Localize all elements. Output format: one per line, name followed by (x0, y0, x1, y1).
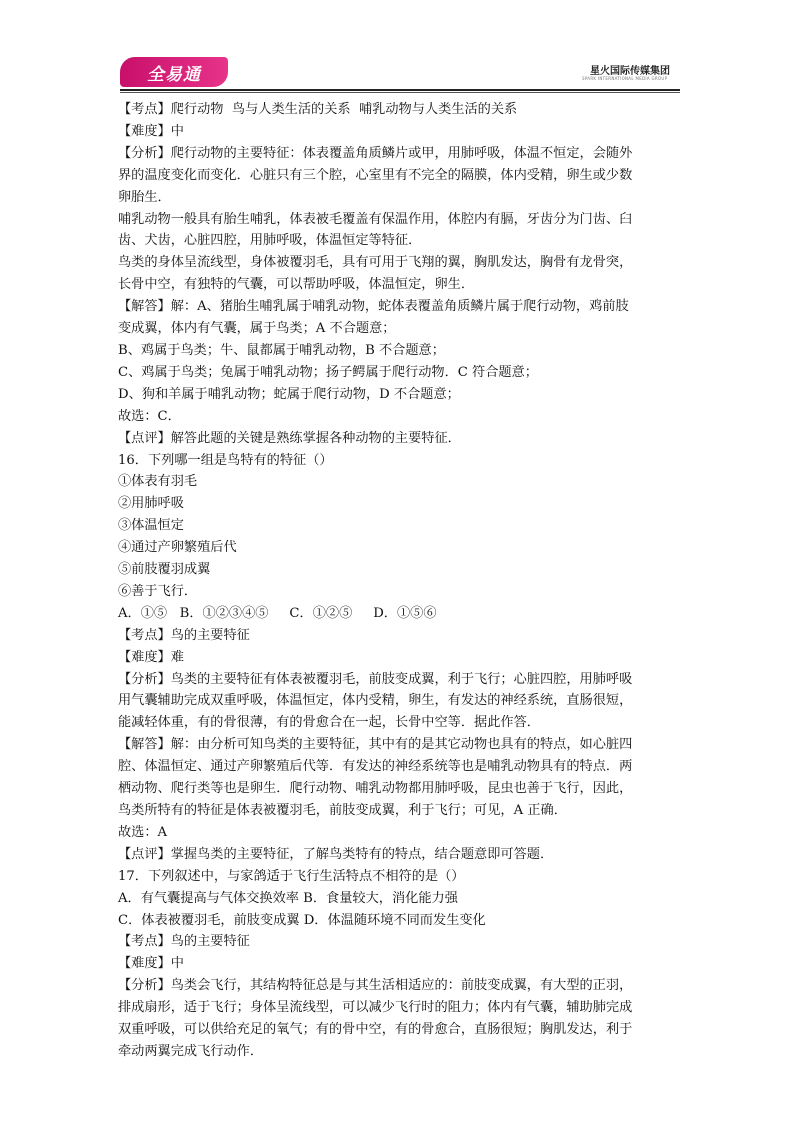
header-rule-thin (120, 92, 680, 93)
text-line: 16．下列哪一组是鸟特有的特征（） (118, 452, 333, 468)
text-line: C、鸡属于鸟类；兔属于哺乳动物；扬子鳄属于爬行动物．C 符合题意； (118, 364, 538, 380)
text-line: 【解答】解：由分析可知鸟类的主要特征，其中有的是其它动物也具有的特点，如心脏四 (118, 737, 633, 753)
text-line: 能减轻体重，有的骨很薄，有的骨愈合在一起，长骨中空等．据此作答． (118, 715, 540, 731)
header-rule (120, 89, 680, 91)
text-line: A．①⑤ B．①②③④⑤ C．①②⑤ D．①⑤⑥ (118, 605, 437, 621)
text-line: 【点评】掌握鸟类的主要特征，了解鸟类特有的特点，结合题意即可答题． (118, 846, 554, 862)
text-line: 栖动物、爬行类等也是卵生．爬行动物、哺乳动物都用肺呼吸，昆虫也善于飞行，因此， (118, 781, 633, 797)
text-line: 长骨中空，有独特的气囊，可以帮助呼吸，体温恒定，卵生． (118, 277, 475, 293)
text-line: 鸟类所特有的特征是体表被覆羽毛，前肢变成翼，利于飞行；可见，A 正确． (118, 803, 567, 818)
text-line: ③体温恒定 (118, 518, 184, 534)
text-line: 【解答】解：A、猪胎生哺乳属于哺乳动物，蛇体表覆盖角质鳞片属于爬行动物，鸡前肢 (118, 299, 629, 315)
text-line: 【考点】鸟的主要特征 (118, 934, 250, 950)
company-subtitle: SPARK INTERNATIONAL MEDIA GROUP (582, 76, 668, 81)
text-line: 【分析】鸟类会飞行，其结构特征总是与其生活相适应的：前肢变成翼，有大型的正羽， (118, 978, 633, 994)
brand-logo: 全易通 (120, 57, 228, 87)
text-line: 鸟类的身体呈流线型，身体被覆羽毛，具有可用于飞翔的翼，胸肌发达，胸骨有龙骨突， (118, 255, 633, 271)
text-line: 腔、体温恒定、通过产卵繁殖后代等．有发达的神经系统等也是哺乳动物具有的特点．两 (118, 759, 633, 775)
text-line: 【难度】中 (118, 123, 184, 139)
text-line: 排成扇形，适于飞行；身体呈流线型，可以减少飞行时的阻力；体内有气囊，辅助肺完成 (118, 1000, 633, 1016)
text-line: 齿、犬齿，心脏四腔，用肺呼吸，体温恒定等特征． (118, 233, 422, 249)
document-body (118, 99, 683, 1063)
text-line: 17．下列叙述中，与家鸽适于飞行生活特点不相符的是（） (118, 868, 465, 884)
text-line: 故选：C． (118, 408, 181, 424)
text-line: 【考点】爬行动物 鸟与人类生活的关系 哺乳动物与人类生活的关系 (118, 102, 518, 117)
text-line: 【点评】解答此题的关键是熟练掌握各种动物的主要特征． (118, 430, 461, 446)
text-line: ②用肺呼吸 (118, 496, 184, 512)
company-name: 星火国际传媒集团 (590, 66, 670, 77)
text-line: 哺乳动物一般具有胎生哺乳，体表被毛覆盖有保温作用，体腔内有膈，牙齿分为门齿、臼 (118, 211, 633, 227)
text-line: 变成翼，体内有气囊，属于鸟类；A 不合题意； (118, 321, 396, 337)
text-line: ⑥善于飞行． (118, 583, 198, 599)
text-line: 【难度】中 (118, 956, 184, 972)
text-line: 牵动两翼完成飞行动作． (118, 1043, 264, 1059)
page-header (0, 0, 800, 100)
text-line: 【难度】难 (118, 649, 184, 665)
text-line: B、鸡属于鸟类；牛、鼠都属于哺乳动物，B 不合题意； (118, 342, 445, 358)
text-line: 故选：A (118, 824, 168, 840)
text-line: A．有气囊提高与气体交换效率 B．食量较大，消化能力强 (118, 890, 458, 906)
text-line: 【分析】鸟类的主要特征有体表被覆羽毛，前肢变成翼，利于飞行；心脏四腔，用肺呼吸 (118, 671, 633, 687)
text-line: C．体表被覆羽毛，前肢变成翼 D．体温随环境不同而发生变化 (118, 912, 486, 928)
text-line: 卵胎生． (118, 189, 171, 205)
text-line: 界的温度变化而变化．心脏只有三个腔，心室里有不完全的隔膜，体内受精，卵生或少数 (118, 167, 633, 183)
text-line: 用气囊辅助完成双重呼吸，体温恒定，体内受精，卵生，有发达的神经系统，直肠很短， (118, 693, 633, 709)
text-line: 【分析】爬行动物的主要特征：体表覆盖角质鳞片或甲，用肺呼吸，体温不恒定，会随外 (118, 145, 633, 161)
text-line: 双重呼吸，可以供给充足的氧气；有的骨中空，有的骨愈合，直肠很短；胸肌发达，利于 (118, 1022, 633, 1038)
text-line: ④通过产卵繁殖后代 (118, 540, 237, 556)
text-line: ⑤前肢覆羽成翼 (118, 562, 211, 578)
text-line: D、狗和羊属于哺乳动物；蛇属于爬行动物，D 不合题意； (118, 386, 460, 402)
text-line: ①体表有羽毛 (118, 474, 198, 490)
text-line: 【考点】鸟的主要特征 (118, 627, 250, 643)
